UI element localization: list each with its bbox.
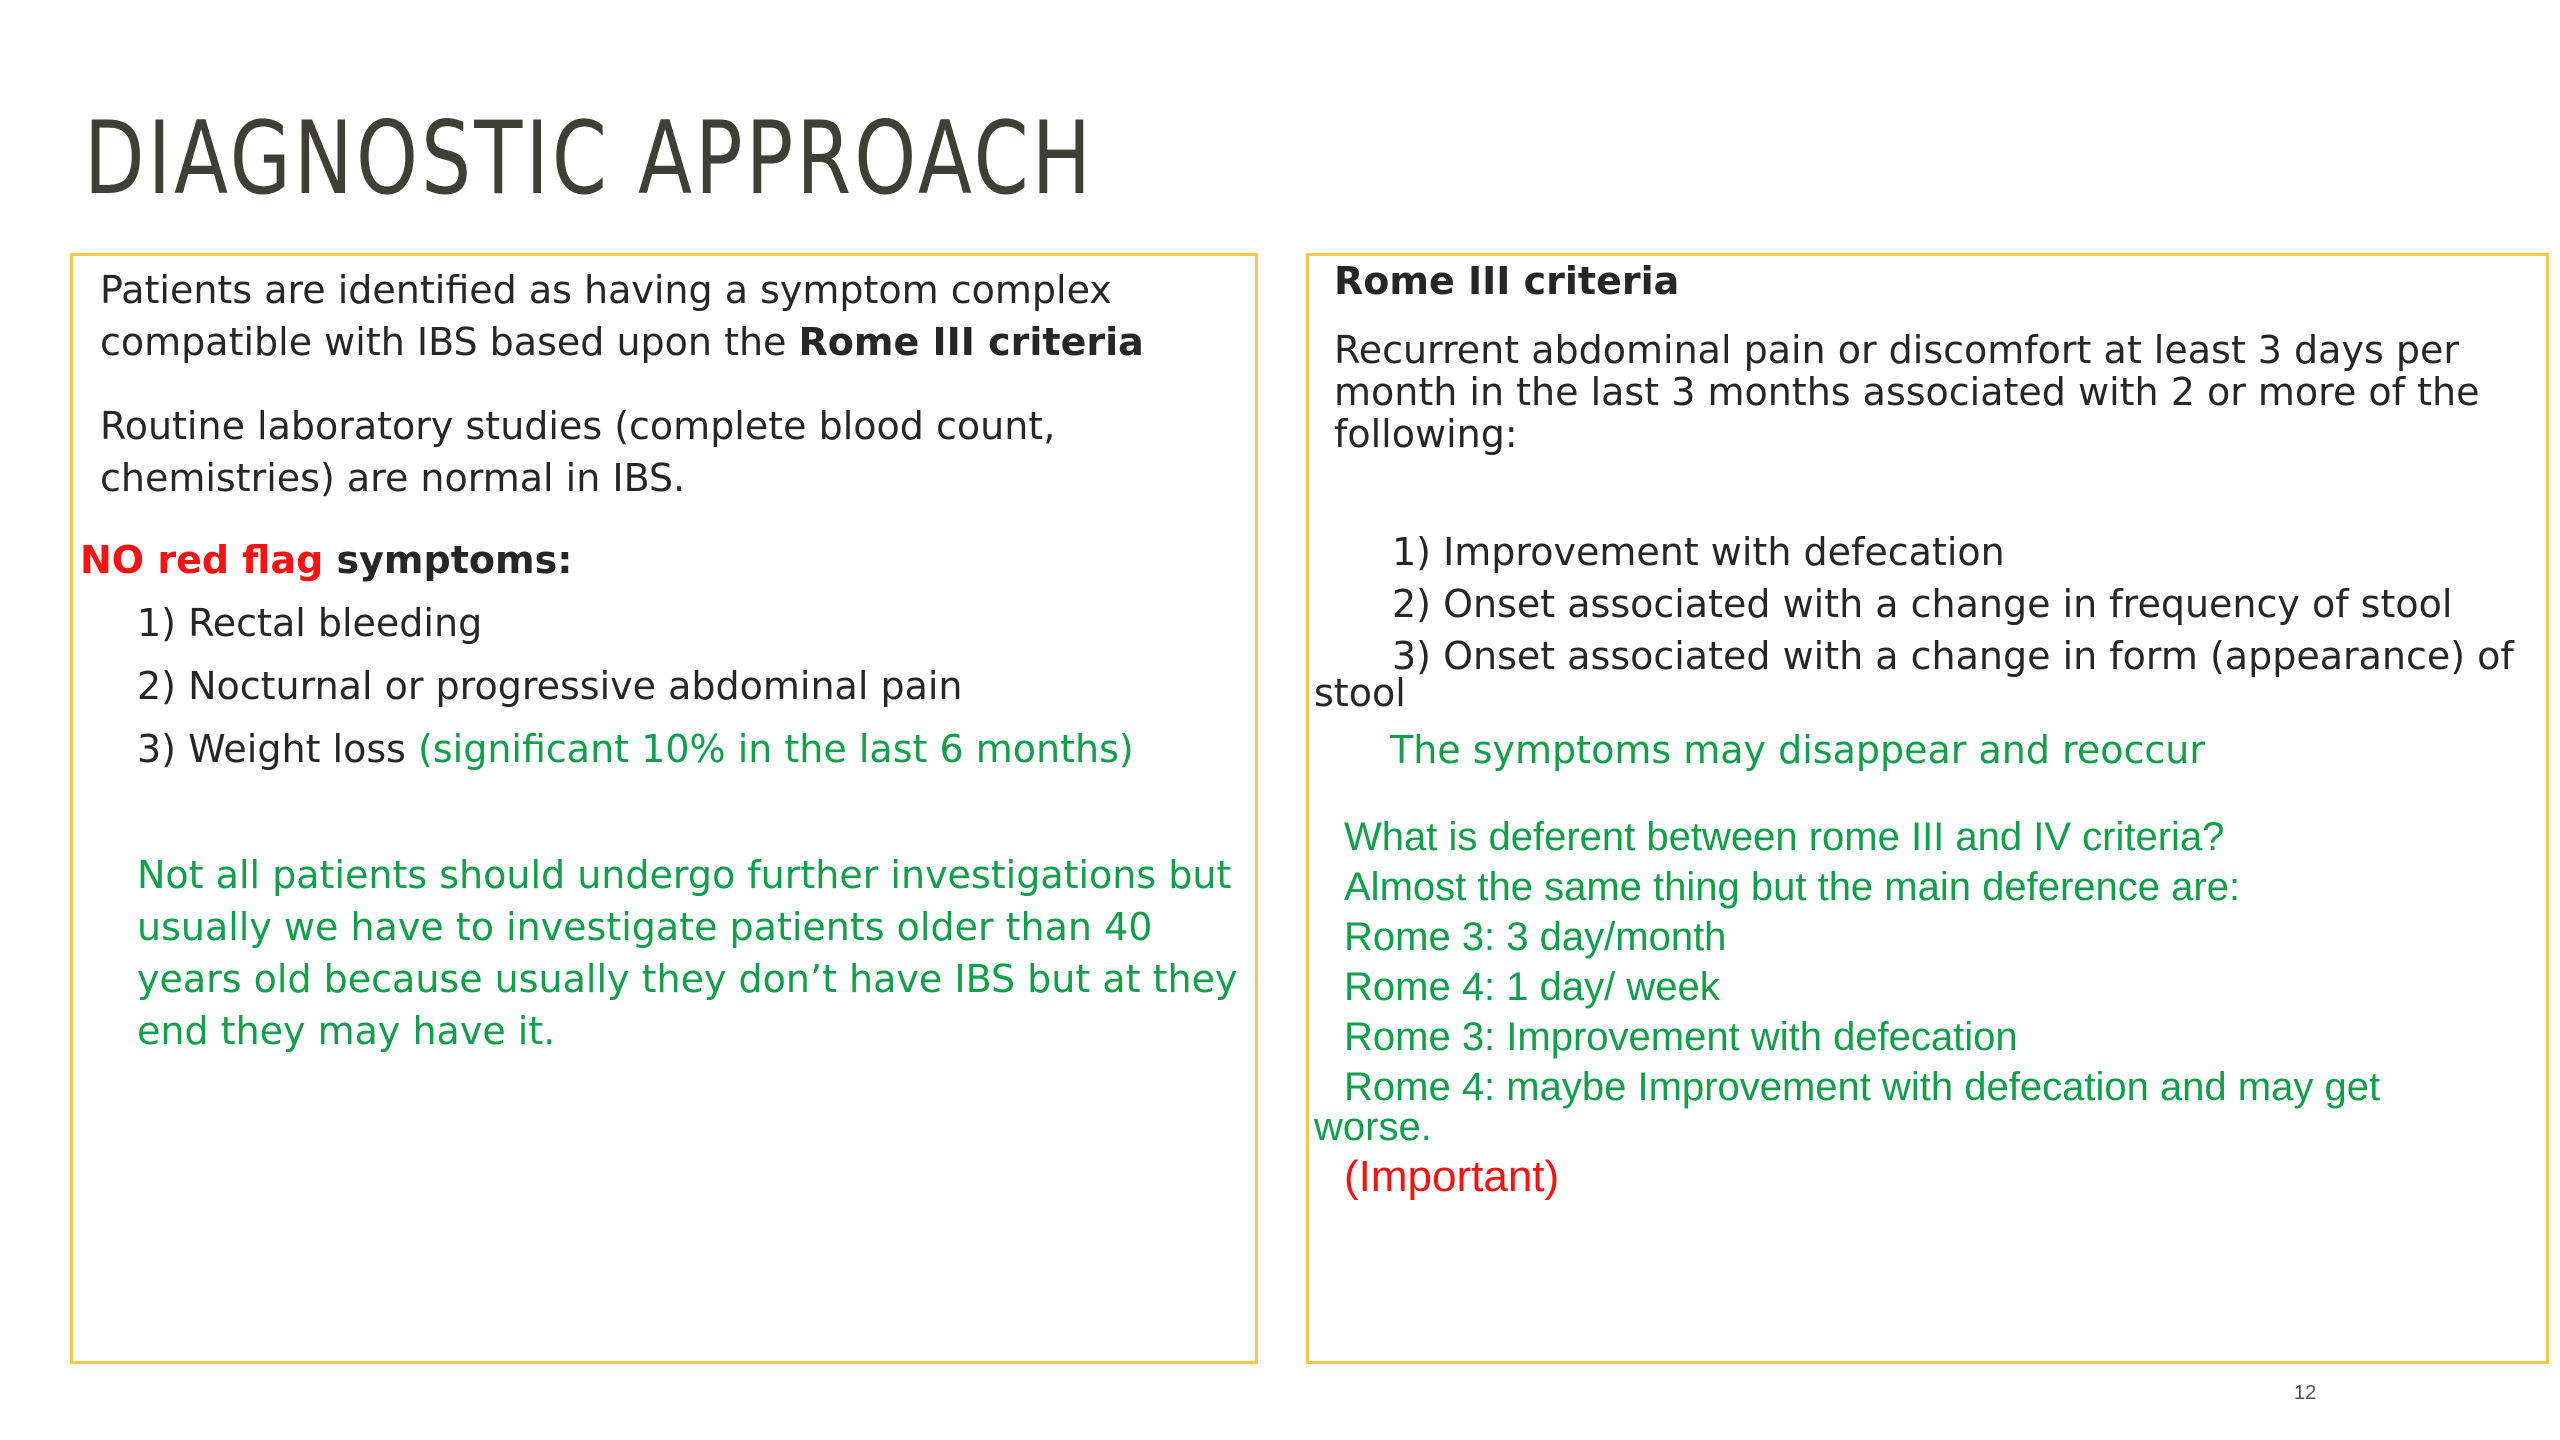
weight-loss-label: 3) Weight loss xyxy=(137,727,419,771)
rome-iii-definition-line3: following: xyxy=(1334,412,1518,456)
lab-studies-line1: Routine laboratory studies (complete blood count, xyxy=(100,404,1056,448)
lab-studies-line2: chemistries) are normal in IBS. xyxy=(100,456,686,500)
red-flag-item-weight-loss xyxy=(137,723,1134,775)
rome-comparison-question: What is deferent between rome III and IV criteria? xyxy=(1344,815,2225,859)
rome-iii-definition-line1: Recurrent abdominal pain or discomfort at least 3 days per xyxy=(1334,328,2459,372)
rome-4-defecation-line2: worse. xyxy=(1314,1105,1432,1149)
rome-iii-criterion-3-line1: 3) Onset associated with a change in form (appearance) of xyxy=(1392,634,2514,678)
weight-loss-note: (significant 10% in the last 6 months) xyxy=(418,727,1134,771)
red-flag-item-abdominal-pain: 2) Nocturnal or progressive abdominal pain xyxy=(137,664,963,708)
rome-comparison-answer: Almost the same thing but the main deference are: xyxy=(1344,865,2241,909)
rome-4-defecation-line1: Rome 4: maybe Improvement with defecation and may get xyxy=(1344,1065,2381,1109)
ibs-identification-text: compatible with IBS based upon the xyxy=(100,320,799,364)
rome-3-frequency: Rome 3: 3 day/month xyxy=(1344,915,1727,959)
investigation-note-line2: usually we have to investigate patients older than 40 xyxy=(137,905,1153,949)
investigation-note-line1: Not all patients should undergo further investigations but xyxy=(137,853,1232,897)
rome-4-frequency: Rome 4: 1 day/ week xyxy=(1344,965,1720,1009)
page-number: 12 xyxy=(2294,1382,2317,1404)
ibs-identification-line1: Patients are identified as having a symptom complex xyxy=(100,268,1112,312)
red-flag-heading xyxy=(80,534,572,586)
rome-iii-criterion-1: 1) Improvement with defecation xyxy=(1392,530,2005,574)
symptoms-recurrence-note: The symptoms may disappear and reoccur xyxy=(1390,728,2205,772)
red-flag-symptoms-label: symptoms: xyxy=(323,538,573,582)
rome-3-defecation: Rome 3: Improvement with defecation xyxy=(1344,1015,2018,1059)
ibs-identification-line2 xyxy=(100,316,1144,368)
red-flag-label: NO red flag xyxy=(80,538,324,582)
rome-iii-criteria-emphasis: Rome III criteria xyxy=(798,320,1144,364)
red-flag-item-rectal-bleeding: 1) Rectal bleeding xyxy=(137,601,483,645)
rome-iii-criterion-2: 2) Onset associated with a change in frequency of stool xyxy=(1392,582,2453,626)
important-note: (Important) xyxy=(1344,1152,1560,1201)
slide-title: DIAGNOSTIC APPROACH xyxy=(84,99,1095,217)
investigation-note-line3: years old because usually they don’t have IBS but at they xyxy=(137,957,1238,1001)
investigation-note-line4: end they may have it. xyxy=(137,1009,556,1053)
rome-iii-definition-line2: month in the last 3 months associated with 2 or more of the xyxy=(1334,370,2480,414)
rome-iii-criterion-3-line2: stool xyxy=(1314,671,1406,715)
rome-iii-heading: Rome III criteria xyxy=(1334,259,1680,303)
